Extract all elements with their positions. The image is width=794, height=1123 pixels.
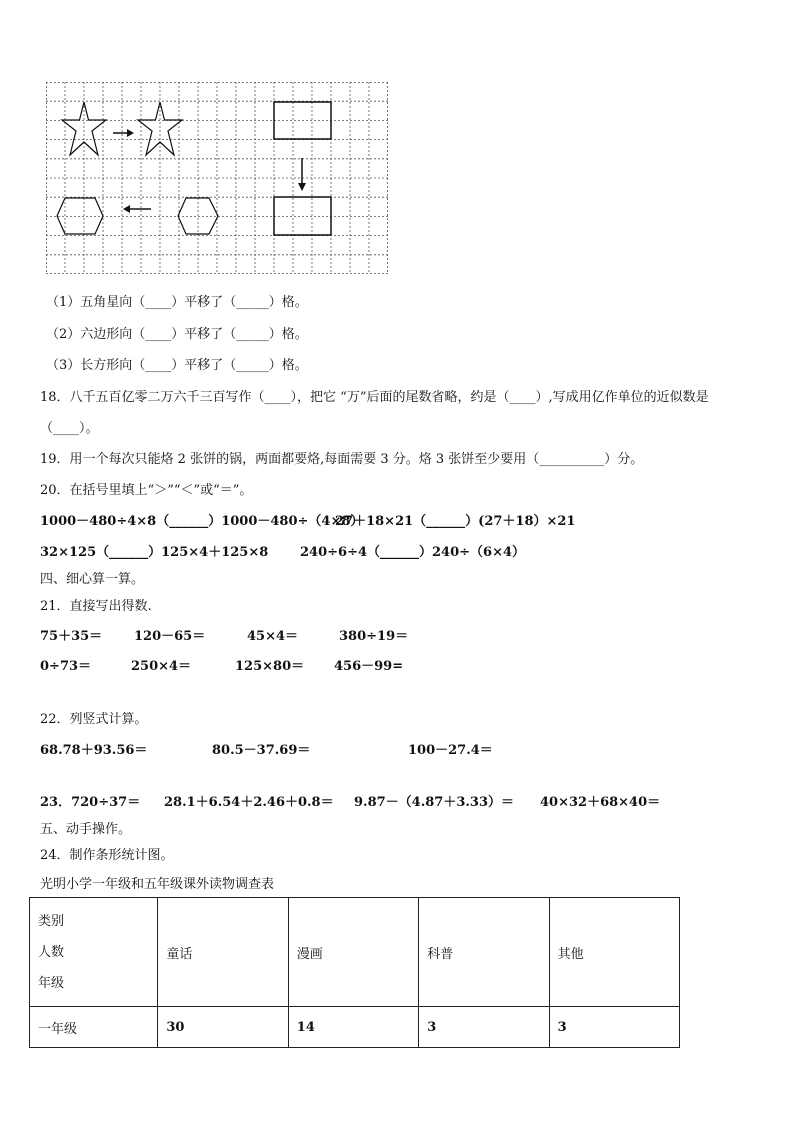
q20-item-d: 240÷6÷4（______）240÷（6×4） xyxy=(300,545,526,560)
header-line-category: 类别 xyxy=(38,913,65,929)
q17-sub1: （1）五角星向（____）平移了（_____）格。 xyxy=(46,295,308,310)
section-5-heading: 五、动手操作。 xyxy=(40,822,132,837)
q24-title: 24．制作条形统计图。 xyxy=(40,848,174,863)
q23-item-1: 23．720÷37＝ xyxy=(40,795,141,810)
q23-item-2: 28.1＋6.54＋2.46＋0.8＝ xyxy=(164,795,334,810)
q21-r1-c4: 380÷19＝ xyxy=(339,629,409,644)
q21-r1-c3: 45×4＝ xyxy=(247,629,299,644)
q21-r1-c2: 120－65＝ xyxy=(134,629,206,644)
q22-item-3: 100－27.4＝ xyxy=(408,743,493,758)
header-line-count: 人数 xyxy=(38,944,65,960)
survey-table xyxy=(29,897,680,1048)
q21-r2-c3: 125×80＝ xyxy=(235,659,305,674)
q21-r2-c2: 250×4＝ xyxy=(131,659,192,674)
arrow-down-head-icon xyxy=(298,183,306,191)
q21-r2-c1: 0÷73＝ xyxy=(40,659,92,674)
table-cell: 3 xyxy=(419,1007,549,1048)
q19: 19．用一个每次只能烙 2 张饼的锅，两面都要烙,每面需要 3 分。烙 3 张饼至少要用（__________）分。 xyxy=(40,452,644,467)
table-row xyxy=(30,1007,680,1048)
column-header-comics: 漫画 xyxy=(288,898,418,1007)
q18-line2: （____）。 xyxy=(40,421,99,436)
table-cell: 30 xyxy=(158,1007,288,1048)
table-cell: 3 xyxy=(549,1007,679,1048)
q23-item-4: 40×32＋68×40＝ xyxy=(540,795,661,810)
arrow-left-head-icon xyxy=(123,205,130,213)
q20-title: 20．在括号里填上“＞”“＜”或“＝”。 xyxy=(40,483,253,498)
dashed-grid xyxy=(46,82,388,274)
section-4-heading: 四、细心算一算。 xyxy=(40,572,145,587)
column-header-other: 其他 xyxy=(549,898,679,1007)
q17-sub2: （2）六边形向（____）平移了（_____）格。 xyxy=(46,327,308,342)
survey-table-title: 光明小学一年级和五年级课外读物调查表 xyxy=(40,877,275,892)
q20-item-c: 32×125（______）125×4＋125×8 xyxy=(40,545,269,560)
q21-r1-c1: 75＋35＝ xyxy=(40,629,103,644)
diagonal-header-cell xyxy=(30,898,158,1007)
q22-title: 22．列竖式计算。 xyxy=(40,712,148,727)
q21-r2-c4: 456－99= xyxy=(334,659,404,674)
table-cell: 14 xyxy=(288,1007,418,1048)
header-line-grade: 年级 xyxy=(38,975,65,991)
q17-sub3: （3）长方形向（____）平移了（_____）格。 xyxy=(46,358,308,373)
q20-item-a: 1000－480÷4×8（______）1000－480÷（4×8） xyxy=(40,514,364,529)
q20-item-b: 27＋18×21（______）(27＋18）×21 xyxy=(335,514,576,529)
translation-grid-figure xyxy=(46,82,388,274)
column-header-science: 科普 xyxy=(419,898,549,1007)
q18-line1: 18．八千五百亿零二万六千三百写作（____），把它 “万”后面的尾数省略，约是（____）,写成用亿作单位的近似数是 xyxy=(40,390,709,405)
row-label-grade: 一年级 xyxy=(30,1007,158,1048)
survey-table-header-row xyxy=(30,898,680,1007)
q21-title: 21．直接写出得数. xyxy=(40,599,152,614)
arrow-right-head-icon xyxy=(127,129,134,137)
q22-item-1: 68.78＋93.56＝ xyxy=(40,743,148,758)
column-header-fairy-tales: 童话 xyxy=(158,898,288,1007)
q23-item-3: 9.87－（4.87＋3.33）＝ xyxy=(354,795,514,810)
q22-item-2: 80.5－37.69＝ xyxy=(212,743,311,758)
